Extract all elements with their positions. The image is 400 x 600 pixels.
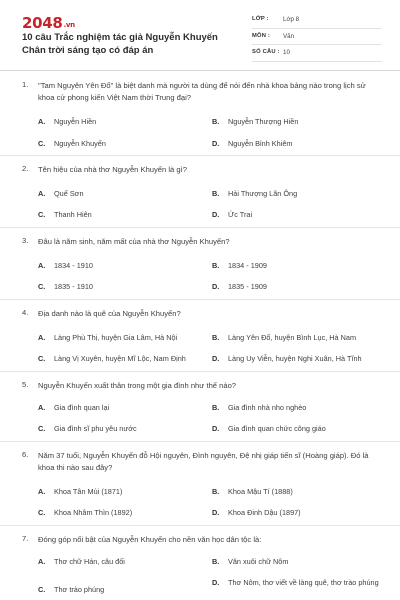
option-letter: B. <box>212 403 220 412</box>
question-divider <box>0 525 400 526</box>
option-letter: B. <box>212 261 220 270</box>
option-letter: A. <box>38 117 46 126</box>
option-text: Khoa Mậu Tí (1888) <box>228 487 293 496</box>
meta-value: 10 <box>283 49 290 56</box>
option-letter: B. <box>212 189 220 198</box>
page-header <box>0 0 400 64</box>
site-logo[interactable] <box>22 14 75 32</box>
question-text: Đóng góp nổi bật của Nguyễn Khuyến cho nền văn học dân tộc là: <box>38 535 262 544</box>
option-text: 1834 - 1909 <box>228 261 267 270</box>
option-text: Khoa Đinh Dậu (1897) <box>228 508 301 517</box>
option-letter: D. <box>212 210 220 219</box>
option-text: Hải Thượng Lãn Ông <box>228 189 298 198</box>
meta-row-subject <box>252 29 382 46</box>
option-letter: A. <box>38 557 46 566</box>
option-text: Thơ Nôm, thơ viết về làng quê, thơ trào phúng <box>228 578 379 587</box>
question-number: 6. <box>22 450 29 459</box>
question-text: Đâu là năm sinh, năm mất của nhà thơ Nguyễn Khuyến? <box>38 237 230 246</box>
option-text: 1835 - 1910 <box>54 282 93 291</box>
question-text: "Tam Nguyên Yên Đổ" là biệt danh mà người ta dùng để nói đến nhà khoa bảng nào trong lịch sử khoa cử phong kiến Việt Nam thời Trung đại? <box>38 81 366 102</box>
option-text: Nguyễn Thượng Hiền <box>228 117 299 126</box>
option-letter: A. <box>38 403 46 412</box>
question-number: 1. <box>22 80 29 89</box>
logo-main: 2048 <box>22 14 63 32</box>
option-letter: C. <box>38 508 46 517</box>
document-title: 10 câu Trắc nghiệm tác giả Nguyễn Khuyến Chân trời sáng tạo có đáp án <box>22 32 218 56</box>
option-letter: B. <box>212 117 220 126</box>
header-divider <box>0 70 400 71</box>
meta-row-count <box>252 45 382 62</box>
option-letter: B. <box>212 333 220 342</box>
question-divider <box>0 371 400 372</box>
option-letter: B. <box>212 557 220 566</box>
option-letter: D. <box>212 282 220 291</box>
option-letter: A. <box>38 189 46 198</box>
option-text: Thanh Hiên <box>54 210 92 219</box>
question-text: Nguyễn Khuyến xuất thân trong một gia đình như thế nào? <box>38 381 237 390</box>
question-divider <box>0 155 400 156</box>
meta-row-class <box>252 12 382 29</box>
option-text: Làng Yên Đổ, huyện Bình Lục, Hà Nam <box>228 333 357 342</box>
option-letter: C. <box>38 210 46 219</box>
option-text: Ức Trai <box>228 210 253 219</box>
option-letter: D. <box>212 424 220 433</box>
option-letter: C. <box>38 585 46 594</box>
option-text: Gia đình quan lại <box>54 403 110 412</box>
option-letter: D. <box>212 354 220 363</box>
question-number: 7. <box>22 534 29 543</box>
meta-value: Lớp 8 <box>283 16 300 23</box>
option-text: Nguyễn Khuyến <box>54 139 106 148</box>
option-text: Nguyễn Bỉnh Khiêm <box>228 139 293 148</box>
question-number: 2. <box>22 164 29 173</box>
question-number: 5. <box>22 380 29 389</box>
question-number: 4. <box>22 308 29 317</box>
question-divider <box>0 441 400 442</box>
option-text: Văn xuôi chữ Nôm <box>228 557 289 566</box>
option-letter: C. <box>38 282 46 291</box>
option-text: Làng Vị Xuyên, huyện Mĩ Lộc, Nam Định <box>54 354 186 363</box>
option-text: Thơ chữ Hán, câu đối <box>54 557 125 566</box>
question-divider <box>0 227 400 228</box>
option-text: Gia đình quan chức công giáo <box>228 424 326 433</box>
question-divider <box>0 299 400 300</box>
meta-label: SỐ CÂU : <box>252 49 280 55</box>
meta-label: LỚP : <box>252 16 269 22</box>
meta-label: MÔN : <box>252 32 271 39</box>
meta-table <box>252 12 382 62</box>
option-text: 1835 - 1909 <box>228 282 267 291</box>
question-text: Năm 37 tuổi, Nguyễn Khuyến đỗ Hội nguyên, Đình nguyên, Đệ nhị giáp tiến sĩ (Hoàng giáp). Đó là khoa thi nào sau đây? <box>38 451 369 472</box>
option-letter: D. <box>212 139 220 148</box>
option-letter: B. <box>212 487 220 496</box>
option-text: Khoa Nhâm Thìn (1892) <box>54 508 133 517</box>
option-letter: D. <box>212 578 220 587</box>
option-letter: C. <box>38 139 46 148</box>
option-text: Khoa Tân Mùi (1871) <box>54 487 123 496</box>
option-text: Gia đình nhà nho nghèo <box>228 403 307 412</box>
option-letter: A. <box>38 261 46 270</box>
option-text: Làng Uy Viễn, huyện Nghi Xuân, Hà Tĩnh <box>228 354 362 363</box>
option-letter: A. <box>38 487 46 496</box>
option-text: Thơ trào phúng <box>54 585 105 594</box>
option-letter: D. <box>212 508 220 517</box>
option-letter: C. <box>38 354 46 363</box>
question-number: 3. <box>22 236 29 245</box>
option-text: Làng Phù Thị, huyện Gia Lâm, Hà Nội <box>54 333 178 342</box>
option-letter: A. <box>38 333 46 342</box>
option-text: Quế Sơn <box>54 189 84 198</box>
option-letter: C. <box>38 424 46 433</box>
logo-suffix: .vn <box>63 21 75 29</box>
meta-value: Văn <box>283 32 295 40</box>
option-text: Gia đình sĩ phu yêu nước <box>54 424 137 433</box>
question-text: Tên hiệu của nhà thơ Nguyễn Khuyến là gì? <box>38 165 187 174</box>
option-text: 1834 - 1910 <box>54 261 93 270</box>
question-text: Địa danh nào là quê của Nguyễn Khuyến? <box>38 309 181 318</box>
option-text: Nguyễn Hiền <box>54 117 97 126</box>
